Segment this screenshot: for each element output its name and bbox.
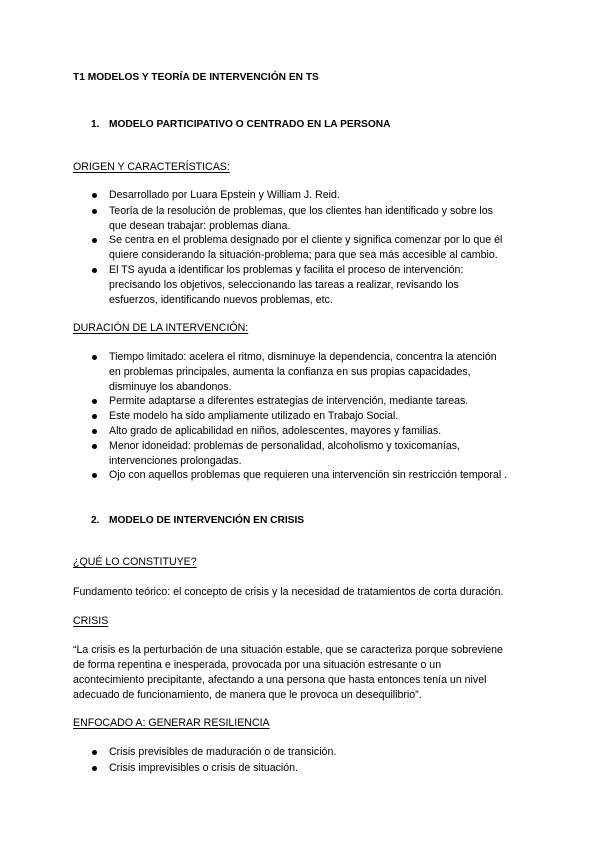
bullet-icon [92,473,97,478]
bullet-icon [92,268,97,273]
list-item-line: quiere considerando la situación-problema; para que sea más accesible al cambio. [109,249,498,261]
bullet-icon [92,238,97,243]
list-item-line: en problemas principales, aumenta la confianza en sus propias capacidades, [109,366,471,378]
list-item-line: Este modelo ha sido ampliamente utilizado en Trabajo Social. [109,410,399,422]
quote-line: acontecimiento precipitante, afectando a una persona que hasta entonces tenía un nivel [73,674,487,686]
list-item-line: disminuye los abandonos. [109,381,232,393]
bullet-icon [92,429,97,434]
list-item-line: Alto grado de aplicabilidad en niños, adolescentes, mayores y familias. [109,425,442,437]
bullet-icon [92,766,97,771]
bullet-icon [92,399,97,404]
bullet-icon [92,444,97,449]
section-2-number: 2. [91,515,100,526]
list-item-line: Tiempo limitado: acelera el ritmo, disminuye la dependencia, concentra la atención [109,351,497,363]
bullet-icon [92,750,97,755]
list-item-line: Permite adaptarse a diferentes estrategias de intervención, mediante tareas. [109,395,469,407]
document-title: T1 MODELOS Y TEORÍA DE INTERVENCIÓN EN TS [73,72,319,83]
list-item-line: Desarrollado por Luara Epstein y William J. Reid. [109,189,340,201]
quote-line: adecuado de funcionamiento, de manera que le provoca un desequilibrio”. [73,689,422,701]
list-item-line: que desean trabajar: problemas diana. [109,220,291,232]
origin-heading: ORIGEN Y CARACTERÍSTICAS: [73,161,230,173]
section-1-title: MODELO PARTICIPATIVO O CENTRADO EN LA PERSONA [109,119,391,130]
crisis-heading: CRISIS [73,615,109,627]
bullet-icon [92,193,97,198]
bullet-icon [92,209,97,214]
list-item-line: intervenciones prolongadas. [109,455,242,467]
quote-line: “La crisis es la perturbación de una situación estable, que se caracteriza porque sobreviene [73,644,503,656]
list-item-line: Menor idoneidad: problemas de personalidad, alcoholismo y toxicomanías, [109,440,460,452]
section-2-title: MODELO DE INTERVENCIÓN EN CRISIS [109,515,305,526]
list-item-line: esfuerzos, identificando nuevos problemas, etc. [109,294,333,306]
list-item-line: Teoría de la resolución de problemas, que los clientes han identificado y sobre los [109,205,493,217]
what-paragraph: Fundamento teórico: el concepto de crisis y la necesidad de tratamientos de corta duración. [73,586,504,598]
bullet-icon [92,355,97,360]
list-item-line: precisando los objetivos, seleccionando las tareas a realizar, revisando los [109,279,459,291]
list-item-line: El TS ayuda a identificar los problemas y facilita el proceso de intervención: [109,264,464,276]
what-heading: ¿QUÉ LO CONSTITUYE? [73,556,197,568]
list-item-line: Se centra en el problema designado por el cliente y significa comenzar por lo que él [109,234,503,246]
duration-heading: DURACIÓN DE LA INTERVENCIÓN: [73,322,249,334]
list-item-line: Ojo con aquellos problemas que requieren una intervención sin restricción temporal . [109,469,508,481]
section-1-number: 1. [91,119,100,130]
focus-heading: ENFOCADO A: GENERAR RESILIENCIA [73,717,270,729]
bullet-icon [92,414,97,419]
quote-line: de forma repentina e inesperada, provocada por una situación estresante o un [73,659,442,671]
list-item-line: Crisis previsibles de maduración o de transición. [109,746,337,758]
list-item-line: Crisis imprevisibles o crisis de situación. [109,762,298,774]
